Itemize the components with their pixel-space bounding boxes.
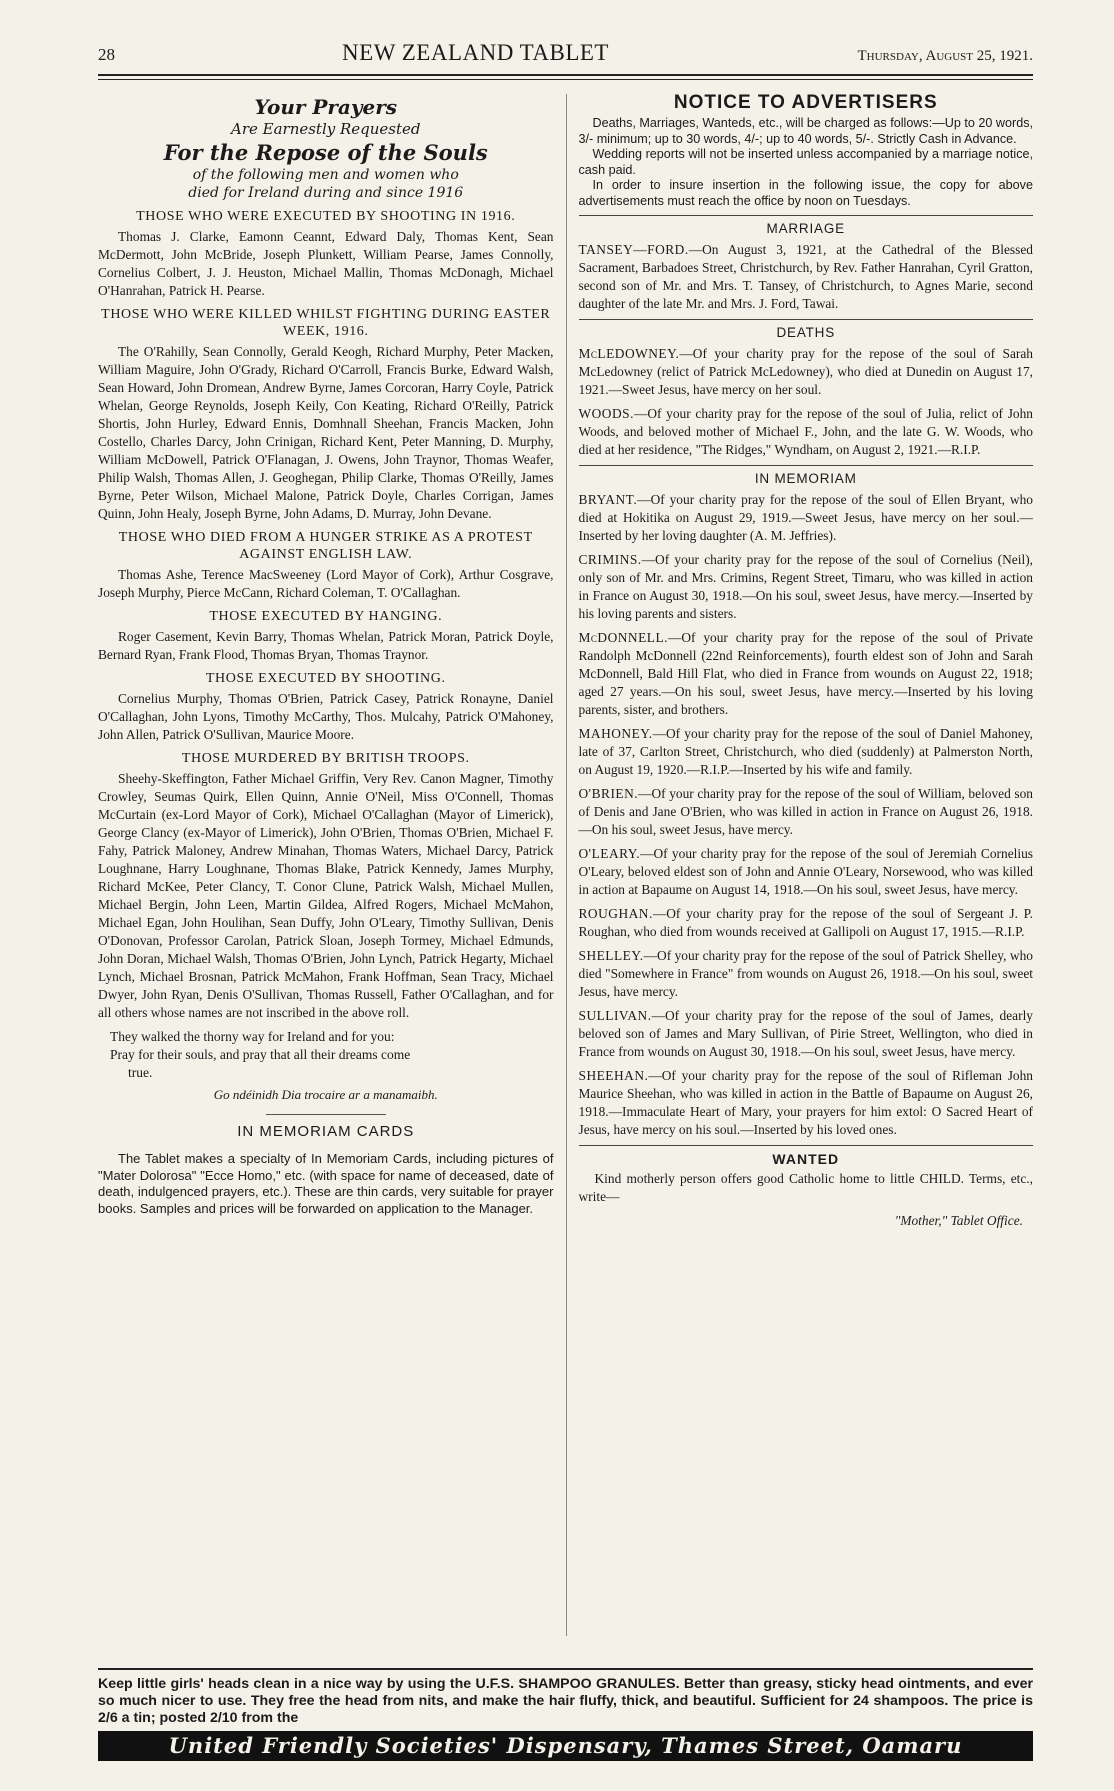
entry-name: SULLIVAN. [578, 1008, 652, 1023]
notice-deadline: In order to insure insertion in the following issue, the copy for above advertisements must reach the office by noon on Tuesdays. [578, 178, 1033, 208]
marriage-section [579, 220, 1034, 313]
divider [579, 215, 1034, 216]
entry-text: —Of your charity pray for the repose of the soul of Patrick Shelley, who died "Somewhere in France" from wounds on August 26, 1918.—On his soul, sweet Jesus, have mercy. [578, 948, 1033, 999]
prayers-title: Your Prayers [254, 95, 398, 119]
entry-text: —Of your charity pray for the repose of the soul of Julia, relict of John Woods, and beloved mother of Michael F., John, and the late G. W. Woods, who died at her residence, "The Ridges," Wyndham, on August 2, 1921.—R.I.P. [578, 406, 1033, 457]
entry-name: McLEDOWNEY. [578, 346, 680, 361]
entry-text: —Of your charity pray for the repose of the soul of Rifleman John Maurice Sheehan, who was killed in action in the Battle of Bapaume on August 26, 1918.—Immaculate Heart of Mary, your prayers for him extol: O Sacred Heart of Jesus, have mercy on his soul.—Inserted by his loved ones. [578, 1068, 1033, 1137]
right-column [567, 94, 1034, 1636]
notice-entry [579, 405, 1034, 459]
divider [579, 1145, 1034, 1146]
prayers-subtitle: Are Earnestly Requested [230, 120, 421, 138]
memoriam-cards-text: The Tablet makes a specialty of In Memoriam Cards, including pictures of "Mater Dolorosa" "Ecce Homo," etc. (with space for name of deceased, date of death, indulgenced prayers, etc.). These are thin cards, very suitable for prayer books. Samples and prices will be forwarded on application to the Manager. [98, 1151, 554, 1216]
verse-line-3: true. [128, 1065, 153, 1080]
verse [110, 1028, 554, 1082]
in-memoriam-section [579, 470, 1034, 1139]
section-names: The O'Rahilly, Sean Connolly, Gerald Keogh, Richard Murphy, Peter Macken, William Maguire, John O'Grady, Richard O'Carroll, Francis Burke, Edward Walsh, Sean Howard, John Dromean, Andrew Byrne, James Corcoran, Harry Coyle, Patrick Whelan, George Reynolds, Joseph Keily, Con Keating, Richard O'Reilly, Patrick Shortis, John Hurley, Edward Ennis, Domhnall Sheehan, Francis Macken, John Costello, Charles Darcy, John Crinigan, Richard Kent, Peter Manning, D. Murphy, William McDowell, Patrick O'Flanagan, J. Owens, John Traynor, Thomas Weafer, Philip Walsh, Thomas Allen, J. Geoghegan, Philip Clarke, Thomas O'Reilly, James Byrne, Peter Wilson, Michael Malone, Patrick Doyle, Charles Corrigan, James Quinn, John Healy, Joseph Byrne, John Adams, D. Murray, John Devane. [98, 344, 554, 521]
entry-name: MAHONEY. [578, 726, 653, 741]
section-heading: THOSE EXECUTED BY HANGING. [209, 609, 443, 624]
section-heading: THOSE MURDERED BY BRITISH TROOPS. [181, 751, 470, 766]
section-heading: THOSE WHO WERE KILLED WHILST FIGHTING DURING EASTER WEEK, 1916. [101, 307, 551, 339]
notice-entry [579, 491, 1034, 545]
section-heading: THOSE WHO DIED FROM A HUNGER STRIKE AS A PROTEST AGAINST ENGLISH LAW. [118, 530, 533, 562]
section-heading: THOSE WHO WERE EXECUTED BY SHOOTING IN 1916. [136, 209, 516, 224]
section-names: Cornelius Murphy, Thomas O'Brien, Patrick Casey, Patrick Ronayne, Daniel O'Callaghan, John Lyons, Timothy McCarthy, Thos. Mulcahy, Patrick O'Mahoney, John Allen, Patrick O'Sullivan, Maurice Moore. [98, 691, 554, 742]
entry-name: WOODS. [578, 406, 634, 421]
wanted-heading: WANTED [772, 1151, 840, 1167]
left-column [98, 94, 567, 1636]
verse-line-1: They walked the thorny way for Ireland and for you: [110, 1029, 395, 1044]
shampoo-advert [98, 1668, 1033, 1761]
wanted-signoff: "Mother," Tablet Office. [894, 1213, 1023, 1228]
advert-text: Keep little girls' heads clean in a nice way by using the U.F.S. SHAMPOO GRANULES. Better than greasy, sticky head ointments, and ever so much nicer to use. They free the head from nits, and make the hair fluffy, thick, and beautiful. Sufficient for 24 shampoos. The price is 2/6 a tin; posted 2/10 from the [98, 1676, 1033, 1726]
divider [266, 1114, 386, 1115]
prayers-line-4: of the following men and women who [192, 167, 459, 183]
notice-entry [579, 785, 1034, 839]
columns [98, 94, 1033, 1636]
masthead-rule [98, 79, 1033, 80]
entry-text: —Of your charity pray for the repose of the soul of Daniel Mahoney, late of 37, Carlton Street, Christchurch, who died (suddenly) at Palmerston North, on August 19, 1920.—R.I.P.—Inserted by his wife and family. [578, 726, 1033, 777]
section-executed-shooting [98, 670, 554, 744]
notice-entry [579, 1067, 1034, 1139]
entry-name: McDONNELL. [578, 630, 668, 645]
entry-name: ROUGHAN. [578, 906, 653, 921]
section-names: Sheehy-Skeffington, Father Michael Griffin, Very Rev. Canon Magner, Timothy Crowley, Seumas Quirk, Ellen Quinn, Annie O'Neil, Miss O'Connell, Thomas McCurtain (ex-Lord Mayor of Cork), Michael O'Callaghan (Mayor of Limerick), George Clancy (ex-Mayor of Limerick), John O'Brien, Thomas O'Brien, Michael F. Fahy, Patrick Maloney, Andrew Minahan, Thomas Waters, Michael Darcy, Patrick Loughnane, Harry Loughnane, Thomas Blake, Patrick Kennedy, James Murphy, Richard McKee, Peter Clancy, T. Conor Clune, Patrick Walsh, Michael Mullen, Michael Bergin, John Leen, Martin Gildea, Alfred Rogers, Michael McMahon, Michael Egan, John Houlihan, Sean Duffy, John O'Leary, Timothy Sullivan, Denis O'Donovan, Professor Carolan, Patrick Sloan, Joseph Tormey, Michael Edmunds, John Doran, Michael Walsh, Thomas O'Brien, John Lynch, Patrick Hegarty, Michael Lynch, Michael Brosnan, Patrick McMahon, Frank Hoffman, Sean Tracy, Michael Dwyer, John Ryan, Denis O'Sullivan, Thomas Russell, Father O'Callaghan, and for all others whose names are not inscribed in the above roll. [98, 771, 554, 1020]
entry-text: —Of your charity pray for the repose of the soul of William, beloved son of Denis and Jane O'Brien, who was killed in action in France on August 26, 1918.—On his soul, sweet Jesus, have mercy. [578, 786, 1033, 837]
deaths-heading: DEATHS [776, 325, 836, 340]
notice-entry [579, 1007, 1034, 1061]
entry-name: CRIMINS. [578, 552, 642, 567]
entry-text: —Of your charity pray for the repose of the soul of Private Randolph McDonnell (22nd Reinforcements), fourth eldest son of John and Sarah McDonnell, Bald Hill Flat, who died in France from wounds on August 22, 1918; aged 27 years.—On his soul, sweet Jesus, have mercy.—Inserted by his loving parents, sister, and brothers. [578, 630, 1033, 717]
wanted-text: Kind motherly person offers good Catholic home to little CHILD. Terms, etc., write— [578, 1171, 1033, 1204]
section-killed-easter-week [98, 306, 554, 523]
section-names: Thomas J. Clarke, Eamonn Ceannt, Edward Daly, Thomas Kent, Sean McDermott, John McBride, Joseph Plunkett, William Pearse, James Connolly, Cornelius Colbert, J. J. Heuston, Michael Mallin, Thomas McDonagh, Michael O'Hanrahan, Patrick H. Pearse. [98, 229, 554, 298]
entry-text: —On August 3, 1921, at the Cathedral of the Blessed Sacrament, Barbadoes Street, Christchurch, by Rev. Father Hanrahan, Cyril Gratton, second son of Mr. and Mrs. T. Tansey, of Christchurch, to Agnes Marie, second daughter of the late Mr. and Mrs. J. Ford, Tawai. [578, 242, 1033, 311]
notice-entry [579, 905, 1034, 941]
page-number: 28 [98, 45, 115, 64]
entry-text: —Of your charity pray for the repose of the soul of Sergeant J. P. Roughan, who died from wounds received at Gallipoli on August 17, 1915.—R.I.P. [578, 906, 1033, 939]
entry-text: —Of your charity pray for the repose of the soul of James, dearly beloved son of James and Mary Sullivan, of Pirie Street, Wellington, who died in France from wounds on August 30, 1918.—On his soul, sweet Jesus, have mercy. [578, 1008, 1033, 1059]
divider [579, 319, 1034, 320]
section-executed-1916 [98, 208, 554, 300]
entry-name: TANSEY—FORD. [578, 242, 689, 257]
notice-entry [579, 345, 1034, 399]
entry-name: SHELLEY. [578, 948, 644, 963]
section-hunger-strike [98, 529, 554, 602]
memoriam-cards-heading: IN MEMORIAM CARDS [237, 1123, 415, 1140]
entry-name: SHEEHAN. [578, 1068, 649, 1083]
in-memoriam-heading: IN MEMORIAM [754, 471, 857, 486]
entry-text: —Of your charity pray for the repose of the soul of Sarah McLedowney (relict of Patrick McLedowney), who died at Dunedin on August 17, 1921.—Sweet Jesus, have mercy on her soul. [578, 346, 1033, 397]
section-heading: THOSE EXECUTED BY SHOOTING. [205, 671, 446, 686]
section-hanging [98, 608, 554, 664]
entry-name: O'LEARY. [578, 846, 641, 861]
deaths-section [579, 324, 1034, 459]
prayers-line-5: died for Ireland during and since 1916 [188, 185, 464, 201]
notice-rates: Deaths, Marriages, Wanteds, etc., will be charged as follows:—Up to 20 words, 3/- minimum; up to 30 words, 4/-; up to 40 words, 5/-. Strictly Cash in Advance. [578, 116, 1033, 146]
notice-entry [579, 725, 1034, 779]
section-names: Thomas Ashe, Terence MacSweeney (Lord Mayor of Cork), Arthur Cosgrave, Joseph Murphy, Pierce McCann, Richard Coleman, T. O'Callaghan. [98, 567, 554, 600]
section-names: Roger Casement, Kevin Barry, Thomas Whelan, Patrick Moran, Patrick Doyle, Bernard Ryan, Frank Flood, Thomas Bryan, Thomas Traynor. [98, 629, 554, 662]
prayers-repose-line: For the Repose of the Souls [163, 140, 488, 165]
notice-entry [579, 947, 1034, 1001]
entry-name: O'BRIEN. [578, 786, 639, 801]
notice-to-advertisers [579, 94, 1034, 209]
page [98, 40, 1033, 1228]
divider [579, 465, 1034, 466]
notice-entry [579, 629, 1034, 719]
notice-wedding: Wedding reports will not be inserted unless accompanied by a marriage notice, cash paid. [578, 147, 1033, 177]
entry-text: —Of your charity pray for the repose of the soul of Cornelius (Neil), only son of Mr. and Mrs. Crimins, Regent Street, Timaru, who was killed in action in France on August 30, 1918.—On his soul, sweet Jesus, have mercy.—Inserted by his loving parents and sisters. [578, 552, 1033, 621]
section-murdered [98, 750, 554, 1022]
entry-text: —Of your charity pray for the repose of the soul of Ellen Bryant, who died at Hokitika on August 29, 1919.—Sweet Jesus, have mercy on her soul.—Inserted by her loving daughter (A. M. Jeffries). [578, 492, 1033, 543]
wanted-section [579, 1150, 1034, 1230]
publication-title: NEW ZEALAND TABLET [342, 40, 609, 65]
notice-entry [579, 551, 1034, 623]
marriage-heading: MARRIAGE [766, 221, 845, 236]
verse-line-2: Pray for their souls, and pray that all their dreams come [110, 1047, 411, 1062]
entry-text: —Of your charity pray for the repose of the soul of Jeremiah Cornelius O'Leary, beloved eldest son of John and Annie O'Leary, Norsewood, who was killed in action at Bapaume on August 14, 1918.—On his soul, sweet Jesus, have mercy. [578, 846, 1033, 897]
issue-date: Thursday, August 25, 1921. [857, 48, 1033, 64]
entry-name: BRYANT. [578, 492, 638, 507]
masthead [98, 40, 1033, 76]
irish-prayer-line: Go ndéinidh Dia trocaire ar a manamaibh. [213, 1087, 438, 1102]
notice-entry [579, 241, 1034, 313]
notice-entry [579, 845, 1034, 899]
memoriam-cards-notice [98, 1123, 554, 1217]
advert-banner: United Friendly Societies' Dispensary, Thames Street, Oamaru [98, 1731, 1033, 1761]
notice-heading: NOTICE TO ADVERTISERS [673, 94, 938, 113]
